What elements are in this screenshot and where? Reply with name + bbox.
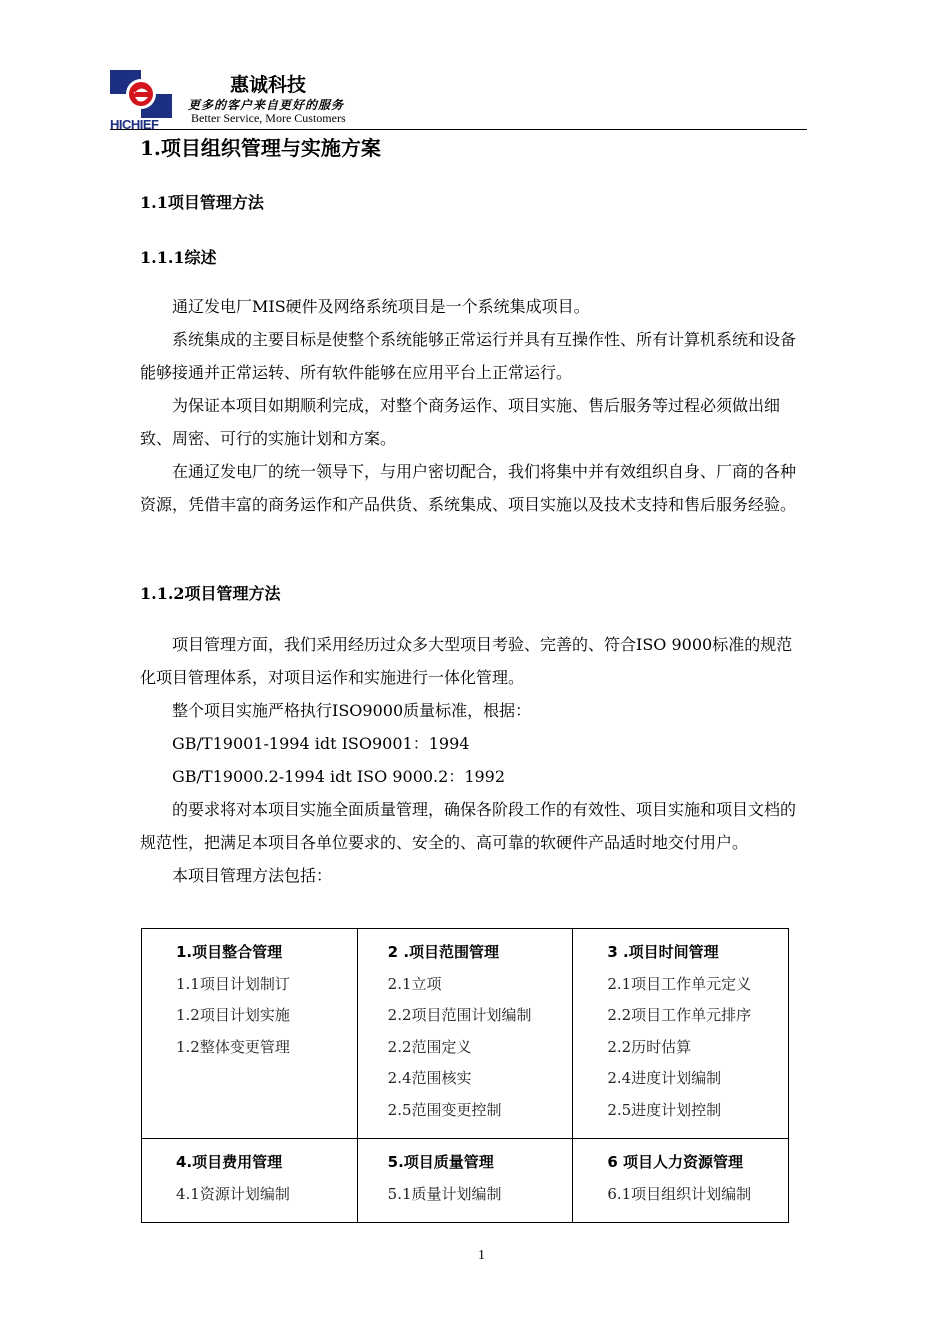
header-divider [110,129,807,130]
overview-body [140,290,807,521]
cell-heading: 6 项目人力资源管理 [607,1153,743,1171]
cell-heading: 5.项目质量管理 [387,1153,494,1171]
heading-1-1: 1.1项目管理方法 [140,193,264,212]
logo-wordmark: HICHIEF [110,117,159,132]
cell-item: 2.5范围变更控制 [387,1100,502,1119]
management-table [141,928,789,1223]
cell-item: 2.5进度计划控制 [607,1100,722,1119]
table-row [142,1139,789,1223]
cell-item: 1.1项目计划制订 [176,974,290,993]
cell-heading: 4.项目费用管理 [176,1153,283,1171]
cell-item: 1.2项目计划实施 [176,1006,290,1024]
paragraph: 系统集成的主要目标是使整个系统能够正常运行并具有互操作性、所有计算机系统和设备能够接通并正常运转、所有软件能够在应用平台上正常运行。 [140,330,797,382]
table-row [142,929,789,1139]
table-cell [573,929,789,1139]
page-number: 1 [478,1248,485,1263]
table-cell [357,929,573,1139]
paragraph: 通辽发电厂MIS硬件及网络系统项目是一个系统集成项目。 [172,297,590,316]
table-cell [357,1139,573,1223]
cell-heading: 2 .项目范围管理 [387,943,500,961]
paragraph: 在通辽发电厂的统一领导下，与用户密切配合，我们将集中并有效组织自身、厂商的各种资源，凭借丰富的商务运作和产品供货、系统集成、项目实施以及技术支持和售后服务经验。 [140,462,797,514]
paragraph: 为保证本项目如期顺利完成，对整个商务运作、项目实施、售后服务等过程必须做出细致、周密、可行的实施计划和方案。 [140,396,781,448]
cell-item: 2.4进度计划编制 [607,1069,722,1087]
cell-item: 6.1项目组织计划编制 [607,1184,752,1203]
heading-1-1-2: 1.1.2项目管理方法 [140,584,281,603]
cell-item: 2.2历时估算 [607,1037,692,1056]
cell-item: 2.1立项 [387,974,442,993]
cell-item: 5.1质量计划编制 [387,1184,502,1203]
section-title: 1.项目组织管理与实施方案 [140,136,381,160]
standard-line: GB/T19001-1994 idt ISO9001：1994 [172,734,470,753]
method-body [140,628,807,892]
slogan-chinese: 更多的客户来自更好的服务 [188,98,345,112]
paragraph: 项目管理方面，我们采用经历过众多大型项目考验、完善的、符合ISO 9000标准的规范化项目管理体系，对项目运作和实施进行一体化管理。 [140,635,793,687]
heading-1-1-1: 1.1.1综述 [140,248,217,267]
table-cell [142,929,358,1139]
cell-item: 2.4范围核实 [387,1069,472,1087]
cell-item: 2.2范围定义 [387,1037,472,1056]
cell-heading: 1.项目整合管理 [176,943,283,961]
paragraph: 本项目管理方法包括： [172,866,333,885]
cell-item: 2.2项目范围计划编制 [387,1006,532,1024]
paragraph: 的要求将对本项目实施全面质量管理，确保各阶段工作的有效性、项目实施和项目文档的规范性，把满足本项目各单位要求的、安全的、高可靠的软硬件产品适时地交付用户。 [140,800,797,852]
cell-item: 1.2整体变更管理 [176,1037,290,1056]
paragraph: 整个项目实施严格执行ISO9000质量标准，根据： [172,701,532,720]
cell-item: 2.2项目工作单元排序 [607,1006,752,1024]
table-cell [573,1139,789,1223]
table-cell [142,1139,358,1223]
cell-item: 4.1资源计划编制 [176,1184,290,1203]
cell-item: 2.1项目工作单元定义 [607,974,752,993]
standard-line: GB/T19000.2-1994 idt ISO 9000.2：1992 [172,767,506,786]
cell-heading: 3 .项目时间管理 [607,943,719,961]
company-name: 惠诚科技 [230,74,307,96]
slogan-english: Better Service, More Customers [191,111,346,125]
